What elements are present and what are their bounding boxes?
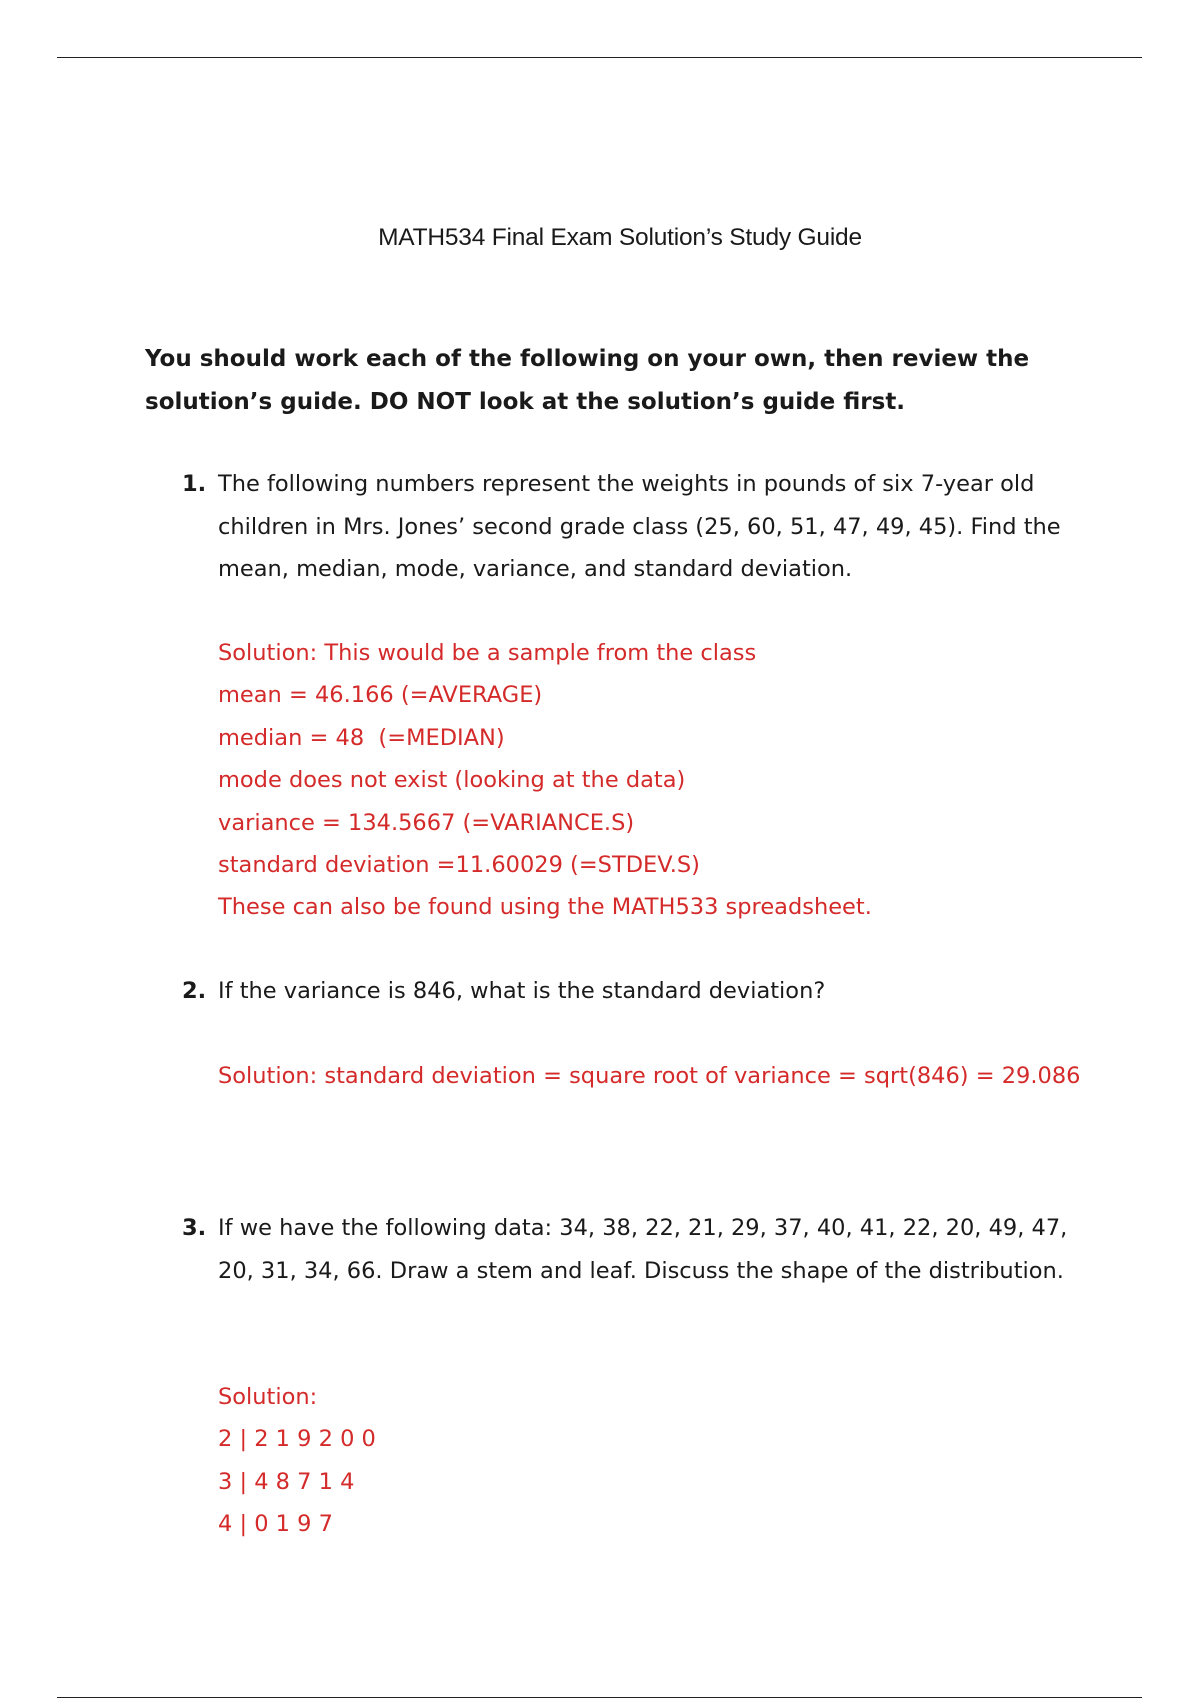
question-text: If the variance is 846, what is the standard deviation? — [218, 978, 826, 1004]
solution-3 — [218, 1376, 1098, 1546]
solution-line: mean = 46.166 (=AVERAGE) — [218, 682, 543, 709]
solution-line: standard deviation =11.60029 (=STDEV.S) — [218, 852, 700, 879]
stem-leaf-row: 4 | 0 1 9 7 — [218, 1511, 333, 1538]
question-number: 3. — [182, 1215, 207, 1241]
bottom-rule — [57, 1697, 1142, 1698]
question-1 — [182, 463, 1102, 591]
top-rule — [57, 57, 1142, 58]
stem-leaf-row: 3 | 4 8 7 1 4 — [218, 1468, 355, 1495]
question-number: 1. — [182, 471, 207, 497]
solution-line: Solution: — [218, 1384, 318, 1410]
question-text: If we have the following data: 34, 38, 22, 21, 29, 37, 40, 41, 22, 20, 49, 47, 20, 31, 34, 66. Draw a stem and leaf. Discuss the shape of the distribution. — [218, 1215, 1068, 1284]
solution-line: median = 48 (=MEDIAN) — [218, 724, 505, 751]
solution-line: variance = 134.5667 (=VARIANCE.S) — [218, 809, 635, 836]
stem-leaf-row: 2 | 2 1 9 2 0 0 — [218, 1426, 376, 1453]
document-title: MATH534 Final Exam Solution’s Study Guide — [378, 224, 862, 251]
question-2 — [182, 970, 1102, 1013]
instructions-paragraph: You should work each of the following on your own, then review the solution’s guide. DO NOT look at the solution’s guide first. — [145, 346, 1030, 415]
question-number: 2. — [182, 978, 207, 1004]
solution-line: These can also be found using the MATH533 spreadsheet. — [218, 894, 872, 921]
solution-line: Solution: standard deviation = square root of variance = sqrt(846) = 29.086 — [218, 1063, 1081, 1089]
question-text: The following numbers represent the weights in pounds of six 7-year old children in Mrs. Jones’ second grade class (25, 60, 51, 47, 49, 45). Find the mean, median, mode, variance, and standard deviation. — [218, 471, 1061, 582]
solution-line: mode does not exist (looking at the data) — [218, 767, 686, 794]
question-3 — [182, 1207, 1102, 1292]
solution-2 — [218, 1055, 1098, 1097]
solution-1 — [218, 632, 1098, 929]
solution-line: Solution: This would be a sample from the class — [218, 640, 757, 666]
